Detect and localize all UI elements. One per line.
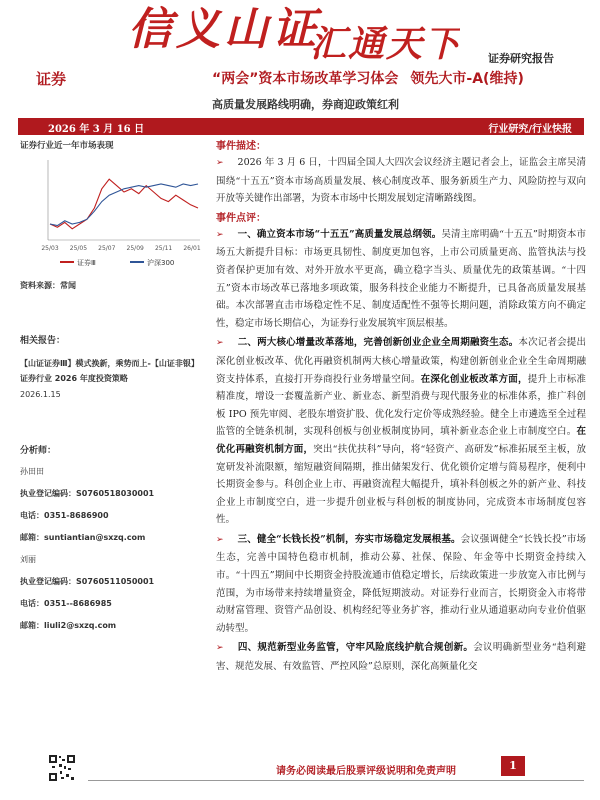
- x-tick-label: 25/09: [126, 245, 144, 252]
- point-text: 吴清主席明确“十五五”时期资本市场五大新提升目标：市场更具韧性、制度更加包容，上市公司质量更高、监管执法与投资者保护更加有效、对外开放水平更高，确立稳字当头、质量优先的政策基调。“十四五”资本市场改革已落地多项政策，服务科技企业能力不断提升，已具备高质量发展基础。本次部署直击市场稳定性不足、制度适配性不强等长期问题，消除政策方向不确定性，稳定市场长期信心，为证券行业发展筑牢顶层根基。: [216, 228, 586, 329]
- point-sublead: 在深化创业板改革方面，: [420, 373, 528, 385]
- point-lead: 一、确立资本市场“十五五”高质量发展总纲领。: [237, 228, 442, 240]
- page-number: 1: [501, 756, 525, 776]
- analyst-cert: 执业登记编码：S0760511050001: [20, 577, 155, 586]
- report-category: 行业研究/行业快报: [488, 124, 572, 135]
- x-tick-label: 25/11: [154, 245, 173, 252]
- x-tick-label: 25/05: [69, 245, 88, 252]
- point-text: 会议强调健全“长钱长投”市场生态，完善中国特色稳市机制，推动公募、社保、保险、年金等中长期资金持续入市。“十四五”期间中长期资金持股流通市值稳定增长，后续政策进一步放宽入市比例与范围，为市场带来持续增量资金，降低短期波动。对证券行业而言，长期资金入市将带动财富管理、资管产品创设、机构经纪等业务扩容，推动行业从通道驱动向专业价值驱动转型。: [216, 533, 586, 634]
- x-tick-label: 26/01: [183, 245, 201, 252]
- svg-text:信义山证: 信义山证: [128, 4, 320, 55]
- date-bar: [18, 118, 584, 135]
- title-main: “两会”资本市场改革学习体会: [212, 71, 399, 87]
- point-paragraph: [216, 531, 586, 638]
- event-heading: 事件描述：: [216, 141, 266, 152]
- report-title: [212, 68, 524, 88]
- chart-title: 证券行业近一年市场表现: [20, 141, 114, 151]
- analyst-tel: 电话：0351-8686900: [20, 511, 109, 520]
- market-performance-chart: [20, 154, 206, 274]
- point-text: 会议明确新型业务“趋利避害、规范发展、有效监管、严控风险”总原则，深化高频量化交: [216, 642, 586, 673]
- point-sublead: 在优化再融资机制方面，: [216, 426, 586, 455]
- sector-label: 证券: [36, 70, 67, 88]
- event-text: 2026 年 3 月 6 日，十四届全国人大四次会议经济主题记者会上，证监会主席吴清围绕“十五五”资本市场高质量发展、核心制度改革、服务新质生产力、风险防控与双向开放等关键作出部署，为资本市场中长期发展划定清晰路线图。: [216, 157, 586, 205]
- analyst-tel: 电话：0351--8686985: [20, 599, 112, 608]
- point-text: 提升上市标准精准度，增设一套覆盖新产业、新业态、新型消费与现代服务业的标准体系，推广科创板 IPO 预先审阅、老股东增资扩股、优化发行定价等成熟经验。健全上市遴选至全过程监管的全链条机制，实现科创板与创业板制度协同，填补新业态企业上市制度空白。: [216, 373, 586, 438]
- analyst-name: 刘丽: [20, 555, 36, 564]
- report-subtitle: 高质量发展路线明确，券商迎政策红利: [212, 98, 399, 111]
- analyst-cert: 执业登记编码：S0760518030001: [20, 489, 155, 498]
- comment-heading: 事件点评：: [216, 212, 266, 224]
- event-paragraph: [216, 154, 586, 208]
- series-line-1: [50, 184, 198, 226]
- bullet-arrow-icon: ➢: [216, 534, 224, 545]
- legend-label: 沪深300: [147, 259, 175, 267]
- point-lead: 四、规范新型业务监管，守牢风险底线护航合规创新。: [237, 642, 474, 654]
- point-lead: 三、健全“长钱长投”机制，夯实市场稳定发展根基。: [237, 533, 461, 545]
- qr-code-icon: [48, 754, 76, 782]
- point-paragraph: [216, 639, 586, 675]
- point-text: 突出“扶优扶科”导向，将“轻资产、高研发”标准拓展至主板，放宽研发补流限额，缩短融资间隔期，推出储架发行、优化锁价定增与简易程序，便利中长期资金参与。科创企业上市、再融资流程大幅提升，填补科创板之外的新产业、科技企业上市制度空白，进一步提升创业板与科创板的制度协同，完成资本市场制度包容性。: [216, 443, 586, 526]
- point-text: 本次记者会提出深化创业板改革、优化再融资机制两大核心增量政策，构建创新创业企业全生命周期融资支持体系，直接打开券商投行业务增量空间。: [216, 337, 586, 385]
- rating-label: 领先大市-A(维持): [410, 71, 524, 87]
- related-report-link[interactable]: 【山证证券Ⅲ】模式换新，乘势而上-【山证非银】证券行业 2026 年度投资策略: [20, 359, 199, 383]
- report-type-label: 证券研究报告: [488, 52, 554, 65]
- disclaimer-link[interactable]: 请务必阅读最后股票评级说明和免责声明: [276, 766, 456, 777]
- point-lead: 二、两大核心增量改革落地，完善创新创业企业全周期融资生态。: [237, 337, 519, 349]
- company-logo: [120, 0, 460, 62]
- point-paragraph: [216, 226, 586, 333]
- point-paragraph: [216, 334, 586, 529]
- bullet-arrow-icon: ➢: [216, 338, 224, 349]
- report-date: 2026 年 3 月 16 日: [48, 124, 145, 135]
- related-report-date: 2026.1.15: [20, 390, 61, 399]
- bullet-arrow-icon: ➢: [216, 158, 224, 168]
- bullet-arrow-icon: ➢: [216, 643, 224, 654]
- chart-svg: [20, 154, 206, 274]
- legend-label: 证券Ⅲ: [77, 259, 96, 267]
- page-footer: [18, 750, 584, 780]
- analyst-email[interactable]: 邮箱：suntiantian@sxzq.com: [20, 533, 146, 542]
- analyst-email[interactable]: 邮箱：liuli2@sxzq.com: [20, 621, 117, 630]
- sidebar: [20, 136, 206, 632]
- related-reports-heading: 相关报告：: [20, 336, 66, 346]
- x-tick-label: 25/03: [41, 245, 59, 252]
- main-content: [216, 136, 586, 676]
- analyst-name: 孙田田: [20, 467, 44, 476]
- footer-divider: [88, 780, 584, 781]
- svg-text:汇通天下: 汇通天下: [310, 23, 460, 62]
- chart-source: 资料来源：常闻: [20, 281, 76, 290]
- bullet-arrow-icon: ➢: [216, 229, 224, 240]
- analyst-heading: 分析师：: [20, 446, 57, 456]
- x-tick-label: 25/07: [98, 245, 116, 252]
